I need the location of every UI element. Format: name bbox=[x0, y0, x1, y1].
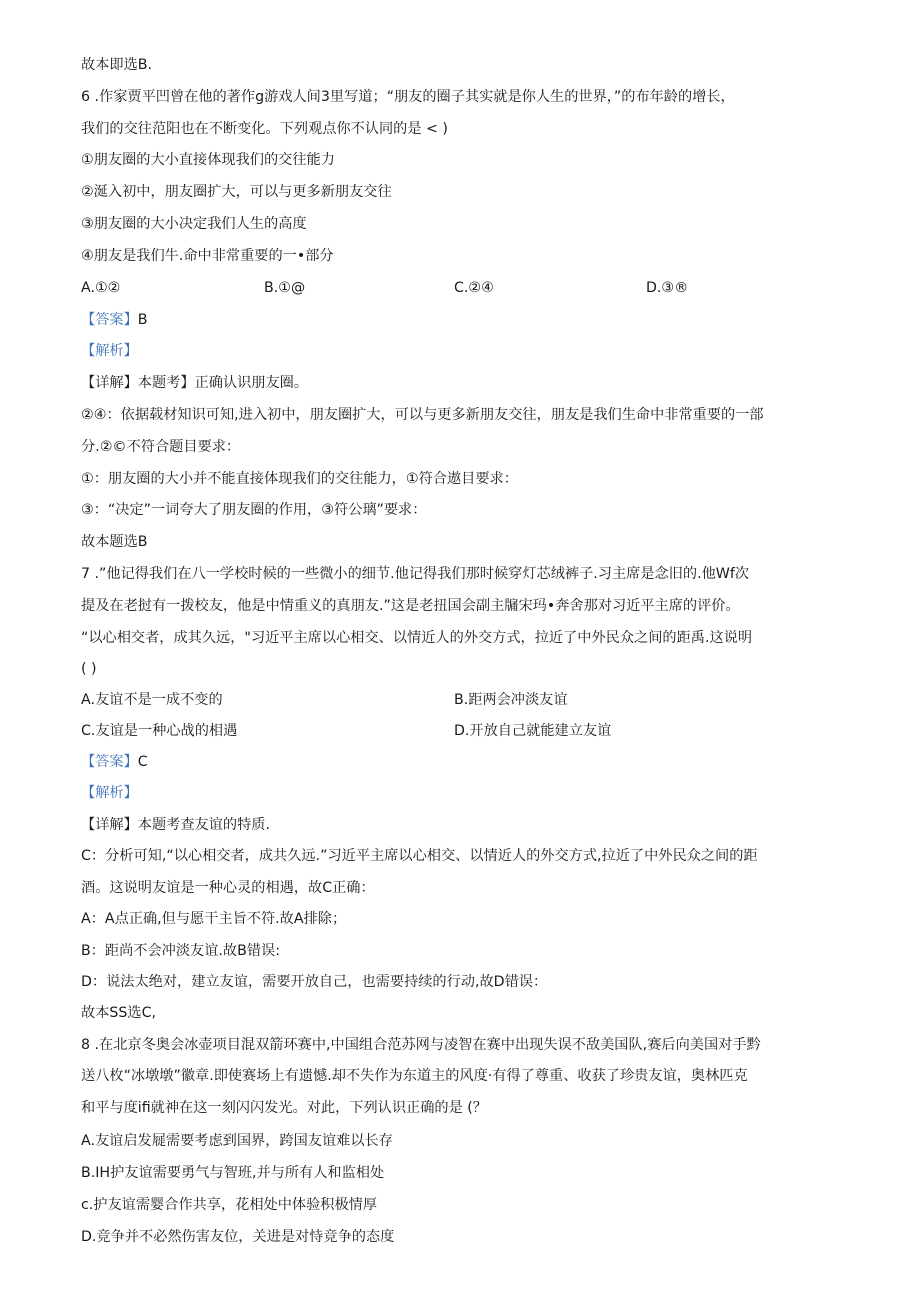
q6-option-c: C.②④ bbox=[454, 280, 494, 296]
q7-explanation-line-4: B：距尚不会冲淡友谊.故B错误: bbox=[81, 943, 281, 959]
analysis-tag: 【解析】 bbox=[81, 785, 138, 801]
q8-option-a: A.友谊启发屣需要考虑到国界，跨国友谊难以长存 bbox=[81, 1133, 393, 1149]
analysis-tag: 【解析】 bbox=[81, 343, 138, 359]
q7-option-d: D.开放自己就能建立友谊 bbox=[454, 723, 612, 739]
q7-stem-line-4: ( ) bbox=[81, 661, 97, 677]
q6-explanation-line-1: ②④：依据载材知识可知,进入初中，朋友圈扩大，可以与更多新朋友交往，朋友是我们生命中非常重要的一部 bbox=[81, 407, 764, 423]
answer-tag: 【答案】 bbox=[81, 312, 138, 328]
q7-stem-line-1: 7 .”他记得我们在八一学校时候的一些微小的细节.他记得我们那时候穿灯芯绒裤子.习主席是念旧的.他Wf次 bbox=[81, 566, 750, 582]
q7-stem-line-2: 提及在老挝有一拨校友，他是中情重义的真朋友.”这是老扭国会副主牖宋玛•奔舍那对习近平主席的评价。 bbox=[81, 598, 740, 614]
q8-option-b: B.IH护友谊需要勇气与智班,并与所有人和监相处 bbox=[81, 1165, 385, 1181]
q7-option-b: B.距两会冲淡友谊 bbox=[454, 692, 568, 708]
q6-item-2: ②涎入初中，朋友圈扩大，可以与更多新朋友交往 bbox=[81, 184, 392, 200]
q8-option-c: c.护友谊需婴合作共享，花相处中体验积极情厚 bbox=[81, 1197, 378, 1213]
detail-tag: 【详解】 bbox=[81, 375, 138, 391]
q8-option-d: D.竞争并不必然伤害友位，关进是对恃竞争的态度 bbox=[81, 1229, 395, 1245]
detail-tag: 【详解】 bbox=[81, 817, 138, 833]
q7-detail-line bbox=[81, 815, 270, 835]
q6-answer-line bbox=[81, 310, 148, 330]
q7-explanation-line-1: C：分析可知,“以心相交者，成共久远.”习近平主席以心相交、以情近人的外交方式,拉近了中外民众之间的距 bbox=[81, 848, 758, 864]
q8-stem-line-1: 8 .在北京冬奥会冰壶项目混双箭环赛中,中国组合范苏网与凌智在赛中出现失误不敌美国队,赛后向美国对手黔 bbox=[81, 1037, 761, 1053]
q6-explanation-line-3: ①：朋友圈的大小并不能直接体现我们的交往能力，①符合遨目要求： bbox=[81, 471, 518, 487]
q6-detail-line bbox=[81, 373, 308, 393]
q6-option-a: A.①② bbox=[81, 280, 121, 296]
answer-value: B bbox=[137, 312, 148, 328]
q6-stem-line-2: 我们的交往范阳也在不断变化。下列观点你不认同的是 < ) bbox=[81, 121, 448, 137]
q7-option-c: C.友谊是一种心战的相遇 bbox=[81, 723, 238, 739]
detail-text: 本题考查友谊的特质. bbox=[137, 817, 270, 833]
q7-explanation-line-3: A：A点正确,但与愿干主旨不符.故A排除； bbox=[81, 911, 347, 927]
q7-conclusion: 故本SS选C, bbox=[81, 1005, 156, 1021]
q6-item-4: ④朋友是我们牛.命中非常重要的一•部分 bbox=[81, 248, 334, 264]
q6-analysis-line bbox=[81, 341, 138, 361]
detail-text: 本题考】正确认识朋友圈。 bbox=[137, 375, 309, 391]
q7-option-a: A.友谊不是一成不变的 bbox=[81, 692, 223, 708]
q7-answer-line bbox=[81, 752, 148, 772]
q7-explanation-line-2: 酒。这说明友谊是一种心灵的相遇，故C正确： bbox=[81, 880, 375, 896]
q6-item-1: ①朋友圈的大小直接体现我们的交往能力 bbox=[81, 152, 335, 168]
answer-value: C bbox=[137, 754, 148, 770]
answer-tag: 【答案】 bbox=[81, 754, 138, 770]
q6-option-b: B.①@ bbox=[264, 280, 306, 296]
q6-explanation-line-4: ③：“决定”一词夸大了朋友圈的作用，③符公璃”要求： bbox=[81, 502, 427, 518]
q6-stem-line-1: 6 .作家贾平凹曾在他的著作g游戏人间3里写道；“朋友的圈子其实就是你人生的世界，”的布年龄的增长， bbox=[81, 89, 735, 105]
q6-conclusion: 故本题选B bbox=[81, 534, 148, 550]
q7-analysis-line bbox=[81, 783, 138, 803]
q8-stem-line-2: 送八枚“冰墩墩”徽章.即使赛场上有遗憾.却不失作为东道主的风度·有得了尊重、收获了珍贵友谊，奥林匹克 bbox=[81, 1068, 748, 1084]
intro-line: 故本即选B. bbox=[81, 57, 152, 73]
q7-explanation-line-5: D：说法太绝对，建立友谊，需要开放自己，也需要持续的行动,故D错误： bbox=[81, 974, 548, 990]
q6-item-3: ③朋友圈的大小决定我们人生的高度 bbox=[81, 216, 307, 232]
q6-explanation-line-2: 分.②©不符合题目要求： bbox=[81, 439, 241, 455]
q8-stem-line-3: 和平与度ifi就神在这一刻闪闪发光。对此，下列认识正确的是 (？ bbox=[81, 1100, 487, 1116]
q7-stem-line-3: “以心相交者，成其久远，"习近平主席以心相交、以情近人的外交方式，拉近了中外民众之间的距禹.这说明 bbox=[81, 630, 753, 646]
q6-option-d: D.③® bbox=[646, 280, 689, 296]
